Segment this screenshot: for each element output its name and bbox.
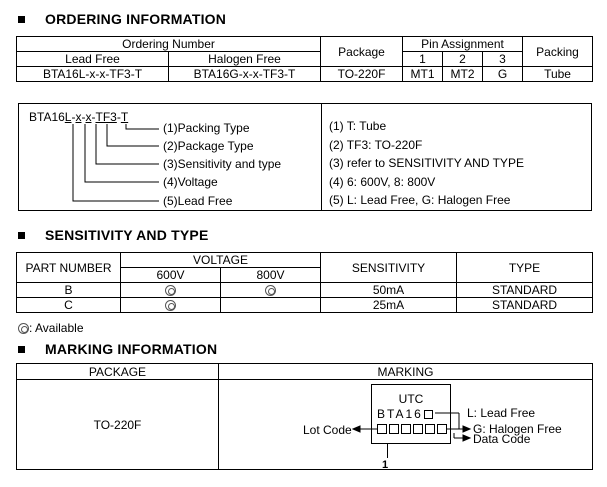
desc-sensitivity: (3) refer to SENSITIVITY AND TYPE xyxy=(329,156,524,170)
bullet-square-icon xyxy=(18,16,25,23)
available-icon xyxy=(18,323,29,334)
available-icon xyxy=(165,300,176,311)
sensitivity-heading-text: SENSITIVITY AND TYPE xyxy=(45,227,209,243)
marking-diagram-cell xyxy=(219,380,593,470)
pin-2-value: MT2 xyxy=(443,67,483,82)
header-package: Package xyxy=(321,37,403,67)
header-type: TYPE xyxy=(457,253,593,283)
halogen-free-part: BTA16G-x-x-TF3-T xyxy=(169,67,321,82)
sensitivity-heading xyxy=(18,227,208,243)
header-pin-1: 1 xyxy=(403,52,443,67)
code-prefix: BTA16 xyxy=(29,110,65,124)
available-icon xyxy=(265,285,276,296)
ordering-heading xyxy=(18,11,226,27)
label-sensitivity-type: (3)Sensitivity and type xyxy=(163,157,282,171)
lead-free-marking-label: L: Lead Free xyxy=(467,406,536,420)
marking-diagram xyxy=(219,380,593,470)
header-sensitivity: SENSITIVITY xyxy=(321,253,457,283)
table-row xyxy=(17,283,593,298)
code-package: TF3 xyxy=(95,110,117,124)
package-value: TO-220F xyxy=(321,67,403,82)
marking-package-value: TO-220F xyxy=(17,380,219,470)
code-voltage: x xyxy=(75,110,82,124)
table-row xyxy=(17,298,593,313)
marking-heading xyxy=(18,341,217,357)
bullet-square-icon xyxy=(18,346,25,353)
marking-table xyxy=(16,363,593,470)
part-c: C xyxy=(17,298,121,313)
code-lead-free: L xyxy=(64,110,72,124)
available-600v-c xyxy=(121,298,221,313)
header-part-number: PART NUMBER xyxy=(17,253,121,283)
header-packing: Packing xyxy=(523,37,593,67)
header-pin-assignment: Pin Assignment xyxy=(403,37,523,52)
header-voltage: VOLTAGE xyxy=(121,253,321,268)
header-800v: 800V xyxy=(221,268,321,283)
header-marking: MARKING xyxy=(219,364,593,380)
available-800v-b xyxy=(221,283,321,298)
label-lead-free: (5)Lead Free xyxy=(163,194,233,208)
data-code-label: Data Code xyxy=(473,432,531,446)
label-packing-type: (1)Packing Type xyxy=(163,121,250,135)
packing-value: Tube xyxy=(523,67,593,82)
ordering-heading-text: ORDERING INFORMATION xyxy=(45,11,227,27)
code-packing: T xyxy=(120,110,129,124)
code-sensitivity: x xyxy=(85,110,92,124)
available-note xyxy=(18,321,84,335)
lead-free-part: BTA16L-x-x-TF3-T xyxy=(17,67,169,82)
type-c: STANDARD xyxy=(457,298,593,313)
ordering-table xyxy=(16,36,593,82)
sensitivity-b: 50mA xyxy=(321,283,457,298)
marking-heading-text: MARKING INFORMATION xyxy=(45,341,218,357)
bullet-square-icon xyxy=(18,232,25,239)
pin-1-label: 1 xyxy=(382,459,389,471)
header-ordering-number: Ordering Number xyxy=(17,37,321,52)
sensitivity-table xyxy=(16,252,593,313)
chip-part-text: BTA16 xyxy=(377,407,423,421)
sensitivity-c: 25mA xyxy=(321,298,457,313)
header-halogen-free: Halogen Free xyxy=(169,52,321,67)
header-pin-2: 2 xyxy=(443,52,483,67)
available-icon xyxy=(165,285,176,296)
header-lead-free: Lead Free xyxy=(17,52,169,67)
legend-divider xyxy=(321,104,322,210)
header-marking-package: PACKAGE xyxy=(17,364,219,380)
pin-1-value: MT1 xyxy=(403,67,443,82)
desc-voltage: (4) 6: 600V, 8: 800V xyxy=(329,175,436,189)
header-pin-3: 3 xyxy=(483,52,523,67)
desc-lead-free: (5) L: Lead Free, G: Halogen Free xyxy=(329,193,511,207)
chip-line-utc: UTC xyxy=(398,392,424,406)
part-b: B xyxy=(17,283,121,298)
halogen-free-marking-label: G: Halogen Free xyxy=(473,422,562,436)
available-note-text: : Available xyxy=(29,321,84,335)
code-dash: - xyxy=(81,110,86,124)
type-b: STANDARD xyxy=(457,283,593,298)
code-legend-box xyxy=(18,103,592,211)
header-600v: 600V xyxy=(121,268,221,283)
label-voltage: (4)Voltage xyxy=(163,175,218,189)
label-package-type: (2)Package Type xyxy=(163,139,254,153)
available-600v-b xyxy=(121,283,221,298)
desc-packing: (1) T: Tube xyxy=(329,119,387,133)
code-dash: - xyxy=(71,110,76,124)
pin-3-value: G xyxy=(483,67,523,82)
lot-code-label: Lot Code xyxy=(303,423,352,437)
available-800v-c xyxy=(221,298,321,313)
code-dash: - xyxy=(91,110,96,124)
desc-package: (2) TF3: TO-220F xyxy=(329,138,423,152)
code-dash: - xyxy=(116,110,121,124)
